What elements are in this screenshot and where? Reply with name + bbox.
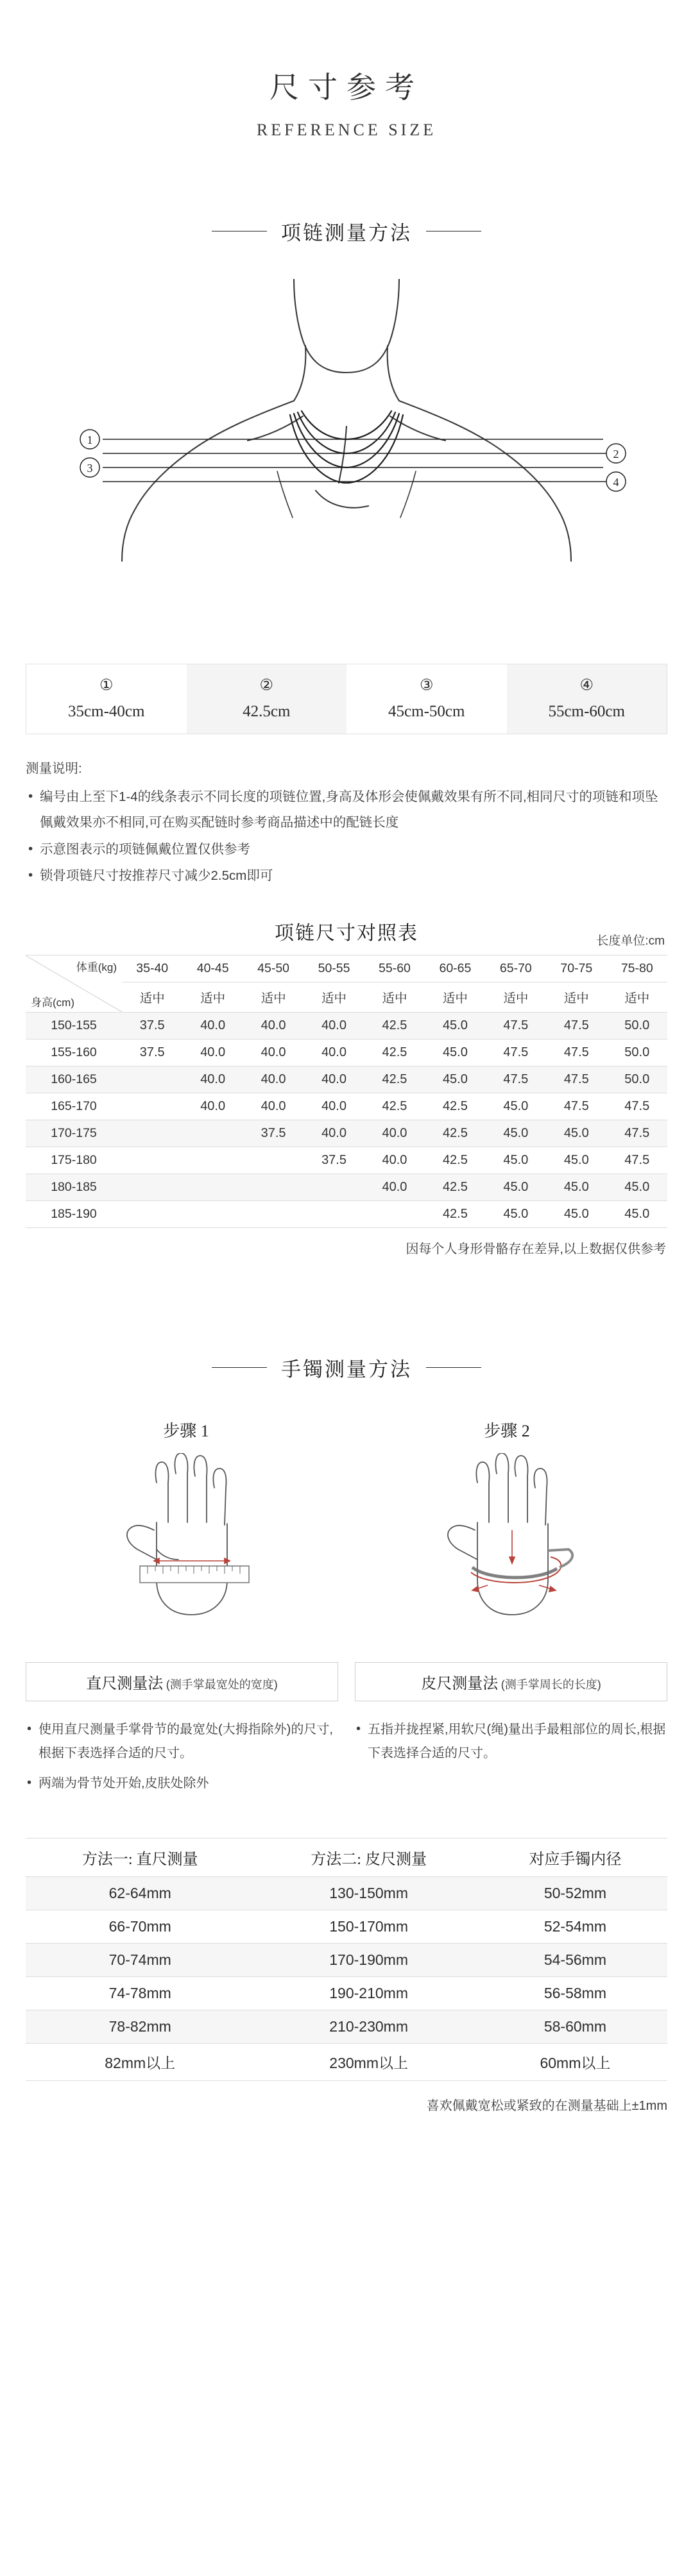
table-cell: 40.0 <box>243 1040 304 1066</box>
table-cell <box>243 1174 304 1201</box>
table-cell: 47.5 <box>546 1093 606 1120</box>
row-header-height: 185-190 <box>26 1201 122 1228</box>
table-cell: 42.5 <box>425 1147 485 1174</box>
table-cell: 47.5 <box>486 1040 546 1066</box>
note-item: • 使用直尺测量手掌骨节的最宽处(大拇指除外)的尺寸,根据下表选择合适的尺寸。 <box>26 1718 338 1765</box>
svg-text:4: 4 <box>613 476 619 489</box>
table-cell: 82mm以上 <box>26 2044 254 2081</box>
subheader-cell: 适中 <box>243 982 304 1013</box>
table-row <box>26 1944 667 1977</box>
table-cell: 45.0 <box>486 1120 546 1147</box>
weight-col-header: 50-55 <box>304 955 364 982</box>
page-header <box>0 0 693 140</box>
necklace-table-title: 项链尺寸对照表 <box>275 923 418 945</box>
necklace-illustration <box>26 279 667 638</box>
note-item: • 锁骨项链尺寸按推荐尺寸减少2.5cm即可 <box>26 863 667 889</box>
legend-item <box>26 664 187 734</box>
necklace-length-legend <box>26 664 667 734</box>
table-cell: 60mm以上 <box>483 2044 667 2081</box>
step-label: 步骤 1 <box>163 1422 209 1441</box>
table-cell: 150-170mm <box>254 1910 483 1944</box>
legend-value: 35cm-40cm <box>68 702 145 720</box>
divider-right <box>426 231 481 232</box>
table-cell <box>122 1093 182 1120</box>
table-cell: 45.0 <box>546 1147 606 1174</box>
table-cell: 52-54mm <box>483 1910 667 1944</box>
table-cell: 42.5 <box>364 1093 425 1120</box>
table-corner-cell <box>26 955 122 1013</box>
table-cell: 47.5 <box>546 1066 606 1093</box>
table-cell: 45.0 <box>425 1040 485 1066</box>
table-cell: 62-64mm <box>26 1877 254 1910</box>
table-cell: 42.5 <box>364 1040 425 1066</box>
necklace-table-footnote: 因每个人身形骨骼存在差异,以上数据仅供参考 <box>406 1242 666 1257</box>
method-subtitle: (测手掌周长的长度) <box>501 1678 601 1692</box>
necklace-notes <box>26 756 667 889</box>
table-cell: 45.0 <box>425 1013 485 1040</box>
table-cell <box>182 1147 243 1174</box>
table-cell: 47.5 <box>546 1013 606 1040</box>
note-item: • 编号由上至下1-4的线条表示不同长度的项链位置,身高及体形会使佩戴效果有所不同,相同尺寸的项链和项坠佩戴效果亦不相同,可在购买配链时参考商品描述中的配链长度 <box>26 784 667 836</box>
note-item: • 示意图表示的项链佩戴位置仅供参考 <box>26 837 667 863</box>
table-subheader-row <box>26 982 667 1013</box>
table-cell: 40.0 <box>243 1093 304 1120</box>
table-cell <box>243 1147 304 1174</box>
table-cell: 50-52mm <box>483 1877 667 1910</box>
table-cell: 50.0 <box>607 1066 668 1093</box>
note-item: • 两端为骨节处开始,皮肤处除外 <box>26 1772 338 1796</box>
bracelet-table-footnote: 喜欢佩戴宽松或紧致的在测量基础上±1mm <box>426 2099 667 2114</box>
subheader-cell: 适中 <box>364 982 425 1013</box>
necklace-size-table <box>26 955 667 1228</box>
bracelet-steps <box>26 1418 667 1646</box>
measure-method-boxes <box>26 1662 667 1701</box>
table-cell: 40.0 <box>182 1066 243 1093</box>
measure-method-notes <box>26 1718 667 1802</box>
table-cell: 70-74mm <box>26 1944 254 1977</box>
table-cell: 40.0 <box>243 1013 304 1040</box>
table-cell: 37.5 <box>122 1040 182 1066</box>
row-header-height: 165-170 <box>26 1093 122 1120</box>
table-cell: 58-60mm <box>483 2010 667 2044</box>
svg-text:2: 2 <box>613 448 619 460</box>
table-cell: 45.0 <box>486 1147 546 1174</box>
table-cell <box>122 1174 182 1201</box>
subheader-cell: 适中 <box>607 982 668 1013</box>
table-cell: 47.5 <box>546 1040 606 1066</box>
table-cell: 45.0 <box>607 1201 668 1228</box>
subheader-cell: 适中 <box>425 982 485 1013</box>
table-cell <box>122 1201 182 1228</box>
legend-marker: ③ <box>419 677 434 694</box>
table-cell: 47.5 <box>486 1066 546 1093</box>
weight-col-header: 60-65 <box>425 955 485 982</box>
table-cell <box>122 1120 182 1147</box>
table-row <box>26 1174 667 1201</box>
divider-left <box>212 1367 267 1368</box>
table-row <box>26 2044 667 2081</box>
table-cell: 45.0 <box>546 1201 606 1228</box>
bracelet-section <box>0 1353 693 2114</box>
weight-col-header: 45-50 <box>243 955 304 982</box>
table-cell <box>182 1201 243 1228</box>
table-cell: 56-58mm <box>483 1977 667 2010</box>
notes-title: 测量说明: <box>26 761 82 776</box>
table-cell: 40.0 <box>364 1147 425 1174</box>
necklace-section-heading <box>167 217 526 246</box>
table-cell: 45.0 <box>546 1120 606 1147</box>
weight-col-header: 75-80 <box>607 955 668 982</box>
table-cell: 42.5 <box>425 1120 485 1147</box>
table-row <box>26 1977 667 2010</box>
step-label: 步骤 2 <box>484 1422 530 1441</box>
legend-value: 42.5cm <box>243 702 291 720</box>
weight-col-header: 40-45 <box>182 955 243 982</box>
table-cell: 40.0 <box>243 1066 304 1093</box>
col-header-ruler: 方法一: 直尺测量 <box>26 1839 254 1877</box>
legend-item <box>187 664 347 734</box>
subheader-cell: 适中 <box>122 982 182 1013</box>
table-cell: 74-78mm <box>26 1977 254 2010</box>
table-cell <box>182 1174 243 1201</box>
corner-height-label: 身高(cm) <box>31 997 74 1009</box>
col-header-tape: 方法二: 皮尺测量 <box>254 1839 483 1877</box>
divider-right <box>426 1367 481 1368</box>
bracelet-section-heading <box>167 1353 526 1382</box>
table-cell: 50.0 <box>607 1013 668 1040</box>
legend-value: 55cm-60cm <box>548 702 625 720</box>
hand-illustration-ruler <box>48 1453 324 1646</box>
table-cell <box>364 1201 425 1228</box>
table-cell: 45.0 <box>486 1174 546 1201</box>
table-cell: 54-56mm <box>483 1944 667 1977</box>
row-header-height: 175-180 <box>26 1147 122 1174</box>
divider-left <box>212 231 267 232</box>
table-cell: 230mm以上 <box>254 2044 483 2081</box>
table-cell <box>243 1201 304 1228</box>
table-cell: 37.5 <box>243 1120 304 1147</box>
table-cell <box>304 1174 364 1201</box>
legend-value: 45cm-50cm <box>388 702 465 720</box>
table-cell: 42.5 <box>364 1066 425 1093</box>
table-cell: 170-190mm <box>254 1944 483 1977</box>
table-header-row <box>26 1839 667 1877</box>
weight-col-header: 65-70 <box>486 955 546 982</box>
page-title-cn: 尺寸参考 <box>270 71 424 104</box>
bracelet-step <box>48 1418 324 1646</box>
necklace-size-table-wrap <box>26 917 667 1257</box>
subheader-cell: 适中 <box>304 982 364 1013</box>
legend-marker: ① <box>99 677 114 694</box>
table-cell: 210-230mm <box>254 2010 483 2044</box>
table-row <box>26 1120 667 1147</box>
table-row <box>26 1066 667 1093</box>
table-cell: 42.5 <box>425 1174 485 1201</box>
table-cell: 130-150mm <box>254 1877 483 1910</box>
legend-item <box>507 664 667 734</box>
bracelet-step <box>369 1418 645 1646</box>
row-header-height: 180-185 <box>26 1174 122 1201</box>
table-cell: 66-70mm <box>26 1910 254 1944</box>
col-header-inner-diameter: 对应手镯内径 <box>483 1839 667 1877</box>
row-header-height: 150-155 <box>26 1013 122 1040</box>
table-row <box>26 1013 667 1040</box>
table-cell: 40.0 <box>304 1013 364 1040</box>
table-cell <box>122 1147 182 1174</box>
table-cell: 37.5 <box>122 1013 182 1040</box>
table-cell: 40.0 <box>304 1040 364 1066</box>
subheader-cell: 适中 <box>486 982 546 1013</box>
table-cell: 47.5 <box>486 1013 546 1040</box>
table-cell: 42.5 <box>364 1013 425 1040</box>
method-subtitle: (测手掌最宽处的宽度) <box>166 1678 278 1692</box>
method-title: 皮尺测量法 <box>421 1676 499 1693</box>
table-cell <box>182 1120 243 1147</box>
table-row <box>26 1910 667 1944</box>
method-notes-left <box>26 1718 338 1802</box>
table-cell: 40.0 <box>182 1040 243 1066</box>
subheader-cell: 适中 <box>546 982 606 1013</box>
table-cell: 45.0 <box>486 1093 546 1120</box>
table-cell: 37.5 <box>304 1147 364 1174</box>
legend-marker: ④ <box>579 677 594 694</box>
necklace-table-unit: 长度单位:cm <box>596 934 665 948</box>
weight-col-header: 70-75 <box>546 955 606 982</box>
legend-marker: ② <box>259 677 273 694</box>
necklace-section <box>0 217 693 889</box>
table-row <box>26 1147 667 1174</box>
weight-col-header: 35-40 <box>122 955 182 982</box>
table-cell: 45.0 <box>546 1174 606 1201</box>
corner-weight-label: 体重(kg) <box>76 961 117 974</box>
note-item: • 五指并拢捏紧,用软尺(绳)量出手最粗部位的周长,根据下表选择合适的尺寸。 <box>355 1718 667 1765</box>
table-row <box>26 1040 667 1066</box>
legend-item <box>346 664 507 734</box>
method-title: 直尺测量法 <box>86 1676 164 1693</box>
table-row <box>26 1093 667 1120</box>
bracelet-heading-label: 手镯测量方法 <box>281 1358 412 1381</box>
table-cell <box>304 1201 364 1228</box>
table-cell: 45.0 <box>425 1066 485 1093</box>
bracelet-size-table <box>26 1838 667 2081</box>
table-cell: 190-210mm <box>254 1977 483 2010</box>
table-row <box>26 2010 667 2044</box>
page-title-en: REFERENCE SIZE <box>256 121 437 139</box>
table-cell: 40.0 <box>364 1120 425 1147</box>
method-notes-right <box>355 1718 667 1802</box>
method-box-ruler <box>26 1662 338 1701</box>
table-cell: 45.0 <box>486 1201 546 1228</box>
table-cell: 47.5 <box>607 1093 668 1120</box>
subheader-cell: 适中 <box>182 982 243 1013</box>
table-cell: 47.5 <box>607 1120 668 1147</box>
table-cell: 40.0 <box>364 1174 425 1201</box>
svg-text:1: 1 <box>87 434 93 446</box>
weight-col-header: 55-60 <box>364 955 425 982</box>
row-header-height: 170-175 <box>26 1120 122 1147</box>
table-cell: 78-82mm <box>26 2010 254 2044</box>
table-cell: 45.0 <box>607 1174 668 1201</box>
method-box-tape <box>355 1662 667 1701</box>
table-row <box>26 1877 667 1910</box>
table-cell: 50.0 <box>607 1040 668 1066</box>
table-cell: 40.0 <box>304 1066 364 1093</box>
table-cell: 40.0 <box>182 1013 243 1040</box>
hand-illustration-tape <box>369 1453 645 1646</box>
table-cell: 42.5 <box>425 1093 485 1120</box>
table-cell: 42.5 <box>425 1201 485 1228</box>
table-cell: 40.0 <box>304 1120 364 1147</box>
table-cell <box>122 1066 182 1093</box>
row-header-height: 155-160 <box>26 1040 122 1066</box>
table-row <box>26 1201 667 1228</box>
table-cell: 40.0 <box>182 1093 243 1120</box>
necklace-heading-label: 项链测量方法 <box>281 222 412 244</box>
table-header-row <box>26 955 667 982</box>
row-header-height: 160-165 <box>26 1066 122 1093</box>
table-cell: 47.5 <box>607 1147 668 1174</box>
svg-text:3: 3 <box>87 462 93 475</box>
table-cell: 40.0 <box>304 1093 364 1120</box>
